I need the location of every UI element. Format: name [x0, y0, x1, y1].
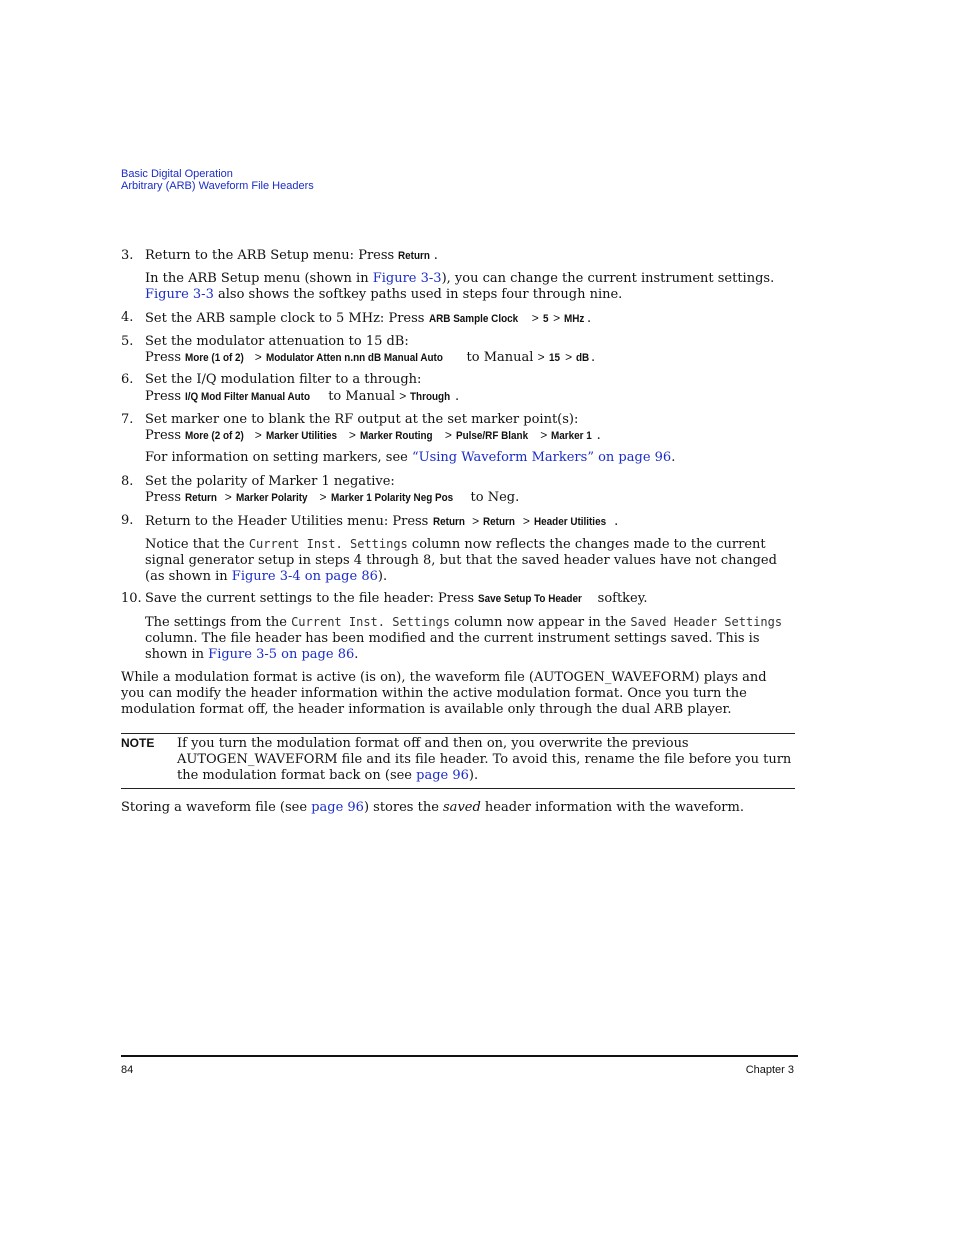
step-3-detail: [145, 271, 795, 303]
punct: ).: [377, 569, 388, 584]
step-instruction: Save the current settings to the file header: Press: [145, 591, 479, 606]
step-10-detail: [145, 614, 795, 663]
path-separator: >: [319, 490, 327, 504]
softkey-iq-mod-filter: I/Q Mod Filter Manual Auto: [185, 391, 311, 403]
text: column now reflects the changes made to the current signal generator setup in steps 4 through 8, but that the saved header values have not changed (as shown in: [145, 537, 777, 584]
step-instruction: Return to the ARB Setup menu: Press: [145, 248, 399, 263]
path-separator: >: [553, 311, 561, 325]
punct: ).: [468, 768, 479, 783]
softkey-arb-sample-clock: ARB Sample Clock: [428, 313, 518, 325]
path-separator: >: [348, 428, 356, 442]
paragraph-while: While a modulation format is active (is on), the waveform file (AUTOGEN_WAVEFORM) plays and you can modify the header information within the active modulation format. Once you turn the modulation format off, the header information is available only through the dual ARB player.: [121, 670, 767, 717]
text: header information with the waveform.: [480, 800, 744, 815]
link-page-96[interactable]: page 96: [311, 800, 364, 815]
note-text: [177, 736, 792, 784]
path-separator: >: [224, 490, 232, 504]
step-number: 3.: [121, 248, 134, 263]
step-keypath: [145, 388, 795, 405]
text: The settings from the: [145, 615, 292, 630]
step-text: Set the polarity of Marker 1 negative:: [145, 474, 395, 489]
path-separator: >: [537, 350, 545, 364]
note-bottom-rule: [121, 788, 795, 789]
page-number: 84: [121, 1064, 134, 1076]
emphasis: saved: [443, 800, 481, 815]
step-number: 8.: [121, 474, 134, 489]
path-separator: >: [254, 428, 262, 442]
text: to Manual: [324, 389, 400, 404]
step-keypath: [145, 349, 795, 366]
column-name-current: Current Inst. Settings: [248, 537, 408, 551]
text: Notice that the: [145, 537, 249, 552]
link-using-waveform-markers[interactable]: “Using Waveform Markers” on page 96: [412, 450, 672, 465]
path-separator: >: [540, 428, 548, 442]
punct: .: [614, 514, 619, 529]
text: softkey.: [593, 591, 648, 606]
softkey-save-setup-to-header: Save Setup To Header: [478, 593, 582, 605]
text: column now appear in the: [450, 615, 631, 630]
column-name-current: Current Inst. Settings: [291, 615, 451, 629]
text: column. The file header has been modified and the current instrument settings saved. This is shown in: [145, 631, 760, 662]
step-text: Set marker one to blank the RF output at the set marker point(s):: [145, 412, 579, 427]
softkey-return: Return: [185, 492, 218, 504]
punct: .: [590, 350, 596, 365]
softkey-mhz: MHz: [564, 313, 585, 325]
text: to Neg.: [466, 490, 520, 505]
press-text: Press: [145, 389, 186, 404]
softkey-db: dB: [576, 352, 590, 364]
press-text: Press: [145, 490, 186, 505]
path-separator: >: [565, 350, 573, 364]
text: If you turn the modulation format off and then on, you overwrite the previous AUTOGEN_WAVEFORM file and its file header. To avoid this, rename the file before you turn the modulation format back on (see: [177, 736, 792, 783]
text: For information on setting markers, see: [145, 450, 412, 465]
link-figure-3-3-b[interactable]: Figure 3-3: [145, 287, 214, 302]
step-number: 6.: [121, 372, 134, 387]
text: also shows the softkey paths used in steps four through nine.: [213, 287, 623, 302]
step-number: 9.: [121, 513, 134, 528]
softkey-return: Return: [432, 516, 465, 528]
text: to Manual: [462, 350, 538, 365]
softkey-pulse-rf-blank: Pulse/RF Blank: [456, 430, 529, 442]
softkey-marker-routing: Marker Routing: [360, 430, 433, 442]
link-figure-3-5[interactable]: Figure 3-5 on page 86: [208, 647, 355, 662]
link-figure-3-4[interactable]: Figure 3-4 on page 86: [231, 569, 378, 584]
link-page-96[interactable]: page 96: [416, 768, 469, 783]
step-keypath: [145, 489, 795, 506]
step-instruction: Set the ARB sample clock to 5 MHz: Press: [145, 311, 429, 326]
punct: .: [671, 450, 676, 465]
step-number: 7.: [121, 412, 134, 427]
path-separator: >: [254, 350, 262, 364]
softkey-15: 15: [548, 352, 560, 364]
step-text: [145, 248, 795, 264]
text: ), you can change the current instrument settings.: [441, 271, 775, 286]
softkey-return: Return: [398, 250, 431, 262]
punct: .: [586, 311, 592, 326]
step-text: [145, 513, 795, 530]
step-text: Set the I/Q modulation filter to a through:: [145, 372, 422, 387]
chapter-label: Chapter 3: [745, 1064, 794, 1076]
punct: .: [455, 389, 460, 404]
softkey-header-utilities: Header Utilities: [534, 516, 607, 528]
footer-rule: [121, 1055, 798, 1057]
step-9-detail: [145, 536, 795, 585]
step-text: [145, 310, 795, 327]
softkey-through: Through: [410, 391, 451, 403]
softkey-modulator-atten: Modulator Atten n.nn dB Manual Auto: [265, 352, 443, 364]
press-text: Press: [145, 428, 186, 443]
punct: .: [354, 647, 359, 662]
softkey-more-1-of-2: More (1 of 2): [185, 352, 245, 364]
step-keypath: [145, 427, 795, 444]
text: In the ARB Setup menu (shown in: [145, 271, 373, 286]
path-separator: >: [399, 389, 407, 403]
text: ) stores the: [363, 800, 444, 815]
softkey-5: 5: [542, 313, 549, 325]
path-separator: >: [444, 428, 452, 442]
step-number: 10.: [121, 591, 142, 606]
header-section-title[interactable]: Basic Digital Operation: [121, 168, 233, 180]
press-text: Press: [145, 350, 186, 365]
step-number: 4.: [121, 310, 134, 325]
step-text: Set the modulator attenuation to 15 dB:: [145, 334, 409, 349]
path-separator: >: [522, 514, 530, 528]
punct: .: [433, 248, 438, 263]
path-separator: >: [531, 311, 539, 325]
step-text: [145, 591, 795, 607]
column-name-saved: Saved Header Settings: [630, 615, 783, 629]
note-top-rule: [121, 733, 795, 734]
step-7-detail: [145, 450, 795, 466]
softkey-marker-utilities: Marker Utilities: [265, 430, 337, 442]
paragraph-storing: [121, 800, 793, 816]
link-figure-3-3[interactable]: Figure 3-3: [372, 271, 442, 286]
note-label: NOTE: [121, 736, 155, 750]
softkey-marker-polarity: Marker Polarity: [235, 492, 308, 504]
punct: .: [596, 428, 601, 443]
step-number: 5.: [121, 334, 134, 349]
step-instruction: Return to the Header Utilities menu: Press: [145, 514, 433, 529]
text: Storing a waveform file (see: [121, 800, 312, 815]
softkey-return-2: Return: [483, 516, 516, 528]
softkey-marker-1: Marker 1: [551, 430, 593, 442]
header-subsection-title[interactable]: Arbitrary (ARB) Waveform File Headers: [121, 180, 314, 192]
softkey-marker-1-polarity: Marker 1 Polarity Neg Pos: [330, 492, 453, 504]
softkey-more-2-of-2: More (2 of 2): [185, 430, 245, 442]
path-separator: >: [472, 514, 480, 528]
